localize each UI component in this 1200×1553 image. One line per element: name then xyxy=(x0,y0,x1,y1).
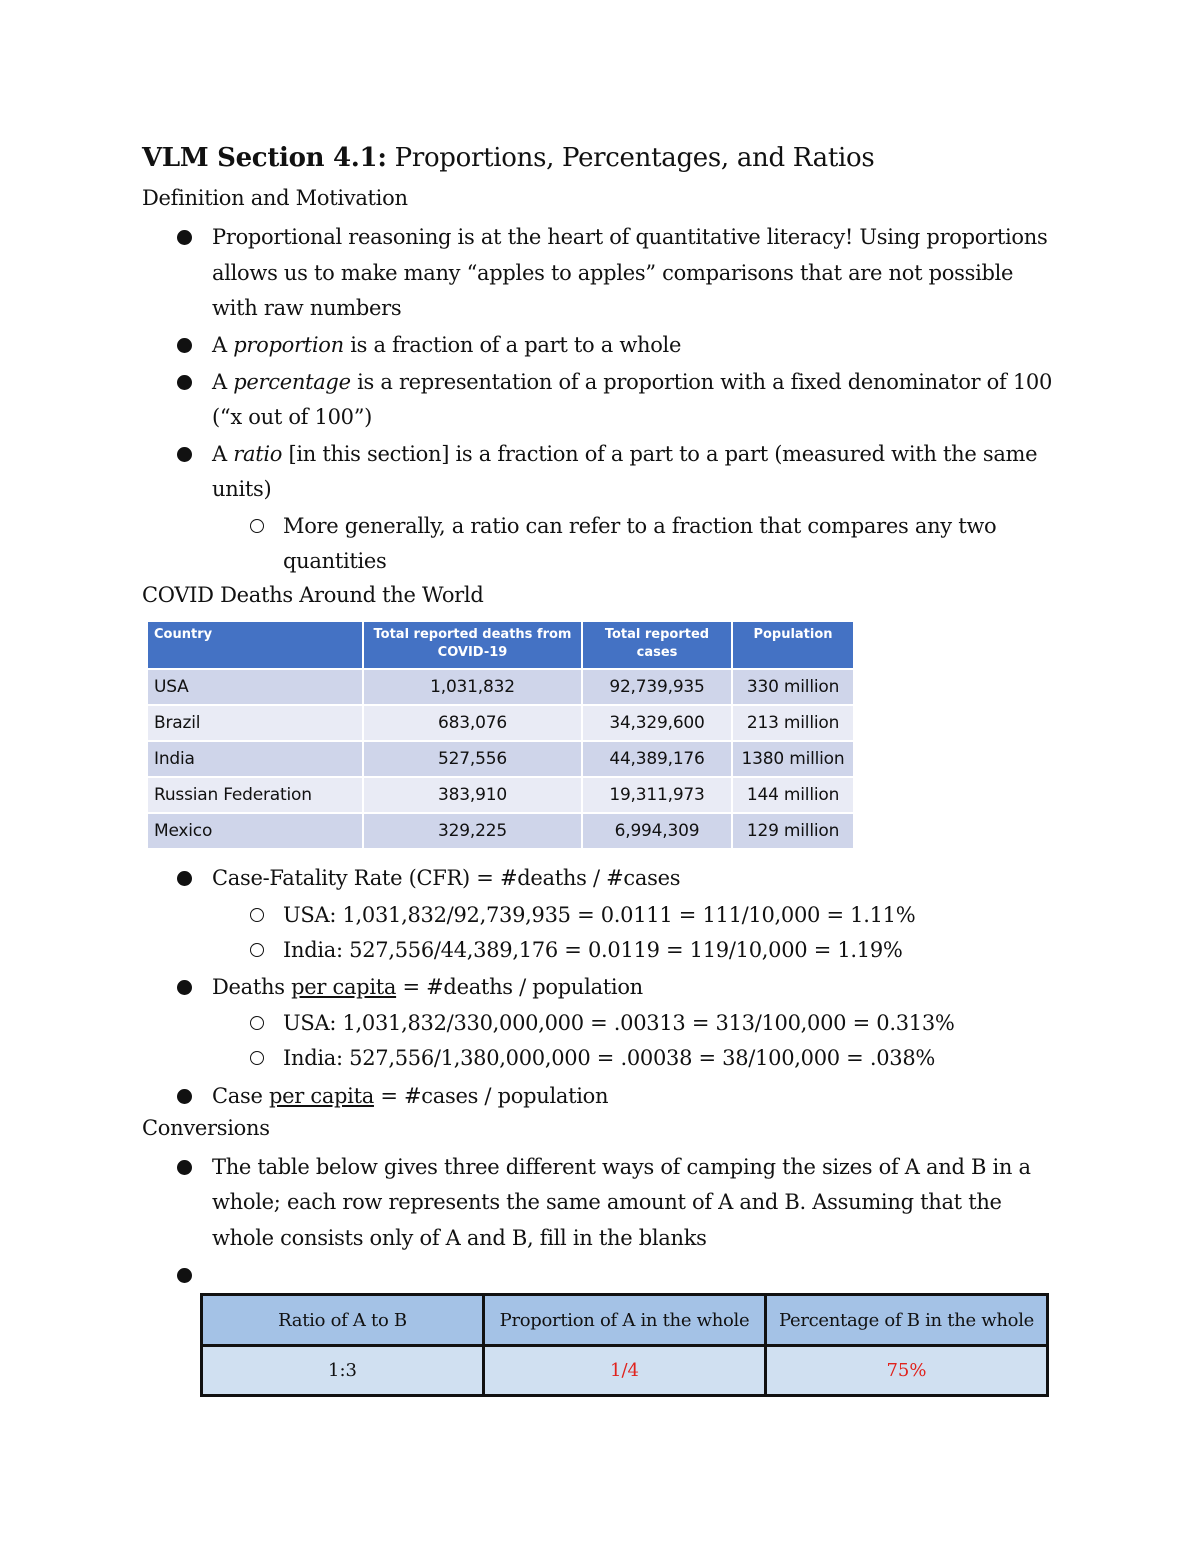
header-deaths: Total reported deaths from COVID-19 xyxy=(364,622,581,668)
sub-bullet-icon xyxy=(250,943,264,957)
header-cases: Total reported cases xyxy=(583,622,731,668)
cfr-usa: USA: 1,031,832/92,739,935 = 0.0111 = 111/10,000 = 1.11% xyxy=(283,903,916,927)
title-rest: Proportions, Percentages, and Ratios xyxy=(386,143,875,173)
header-population: Population xyxy=(733,622,853,668)
cell-cases: 44,389,176 xyxy=(583,742,731,776)
bullet-text-line: (“x out of 100”) xyxy=(212,405,373,429)
conversion-table xyxy=(200,1293,1049,1397)
dpc-india: India: 527,556/1,380,000,000 = .00038 = 38/100,000 = .038% xyxy=(283,1046,936,1070)
bullet-text-line: Proportional reasoning is at the heart of quantitative literacy! Using proportions xyxy=(212,225,1048,249)
cell-ratio: 1:3 xyxy=(202,1346,484,1396)
header-percentage: Percentage of B in the whole xyxy=(766,1295,1048,1346)
sub-bullet-icon xyxy=(250,1051,264,1065)
cell-population: 144 million xyxy=(733,778,853,812)
cell-proportion-answer: 1/4 xyxy=(484,1346,766,1396)
bullet-icon xyxy=(177,338,192,353)
bullet-text-line: whole consists only of A and B, fill in the blanks xyxy=(212,1226,707,1250)
cell-population: 330 million xyxy=(733,670,853,704)
table-row xyxy=(148,778,853,812)
sub-bullet-icon xyxy=(250,1016,264,1030)
table-header-row xyxy=(148,622,853,668)
cell-cases: 92,739,935 xyxy=(583,670,731,704)
cell-country: India xyxy=(148,742,362,776)
table-row xyxy=(202,1346,1048,1396)
ratio-definition: A ratio [in this section] is a fraction of a part to a part (measured with the same xyxy=(212,442,1038,466)
table-row xyxy=(148,706,853,740)
cfr-formula: Case-Fatality Rate (CFR) = #deaths / #cases xyxy=(212,866,681,890)
cell-deaths: 527,556 xyxy=(364,742,581,776)
sub-bullet-icon xyxy=(250,908,264,922)
sub-bullet-text-line: More generally, a ratio can refer to a fraction that compares any two xyxy=(283,514,997,538)
proportion-definition: A proportion is a fraction of a part to a whole xyxy=(212,333,682,357)
cell-cases: 34,329,600 xyxy=(583,706,731,740)
covid-table xyxy=(146,620,855,850)
cell-population: 129 million xyxy=(733,814,853,848)
cell-population: 1380 million xyxy=(733,742,853,776)
title-bold: VLM Section 4.1: xyxy=(142,143,387,173)
bullet-text-line: The table below gives three different ways of camping the sizes of A and B in a xyxy=(212,1155,1031,1179)
header-ratio: Ratio of A to B xyxy=(202,1295,484,1346)
term-ratio: ratio xyxy=(233,442,283,466)
bullet-icon xyxy=(177,375,192,390)
case-per-capita-formula: Case per capita = #cases / population xyxy=(212,1084,609,1108)
dpc-usa: USA: 1,031,832/330,000,000 = .00313 = 313/100,000 = 0.313% xyxy=(283,1011,955,1035)
deaths-per-capita-formula: Deaths per capita = #deaths / population xyxy=(212,975,643,999)
cell-cases: 6,994,309 xyxy=(583,814,731,848)
bullet-icon xyxy=(177,1160,192,1175)
term-proportion: proportion xyxy=(233,333,344,357)
sub-bullet-icon xyxy=(250,519,264,533)
cell-deaths: 329,225 xyxy=(364,814,581,848)
cell-country: Brazil xyxy=(148,706,362,740)
bullet-text-line: whole; each row represents the same amount of A and B. Assuming that the xyxy=(212,1190,1002,1214)
table-row xyxy=(148,814,853,848)
term-percentage: percentage xyxy=(233,370,351,394)
cell-country: USA xyxy=(148,670,362,704)
section-heading-covid: COVID Deaths Around the World xyxy=(142,583,484,607)
bullet-icon xyxy=(177,230,192,245)
bullet-icon xyxy=(177,1268,192,1283)
cfr-india: India: 527,556/44,389,176 = 0.0119 = 119/10,000 = 1.19% xyxy=(283,938,903,962)
cell-deaths: 683,076 xyxy=(364,706,581,740)
bullet-icon xyxy=(177,447,192,462)
cell-country: Russian Federation xyxy=(148,778,362,812)
cell-percentage-answer: 75% xyxy=(766,1346,1048,1396)
section-heading-conversions: Conversions xyxy=(142,1116,270,1140)
bullet-text-line: allows us to make many “apples to apples” comparisons that are not possible xyxy=(212,261,1014,285)
page-title xyxy=(142,143,874,173)
percentage-definition: A percentage is a representation of a proportion with a fixed denominator of 100 xyxy=(212,370,1053,394)
bullet-icon xyxy=(177,980,192,995)
cell-deaths: 383,910 xyxy=(364,778,581,812)
header-proportion: Proportion of A in the whole xyxy=(484,1295,766,1346)
cell-population: 213 million xyxy=(733,706,853,740)
bullet-text-line: with raw numbers xyxy=(212,296,402,320)
bullet-text-line: units) xyxy=(212,477,272,501)
cell-country: Mexico xyxy=(148,814,362,848)
bullet-icon xyxy=(177,1089,192,1104)
table-row xyxy=(148,742,853,776)
cell-cases: 19,311,973 xyxy=(583,778,731,812)
bullet-icon xyxy=(177,871,192,886)
header-country: Country xyxy=(148,622,362,668)
cell-deaths: 1,031,832 xyxy=(364,670,581,704)
table-row xyxy=(148,670,853,704)
table-header-row xyxy=(202,1295,1048,1346)
section-heading-definition: Definition and Motivation xyxy=(142,186,408,210)
sub-bullet-text-line: quantities xyxy=(283,549,387,573)
